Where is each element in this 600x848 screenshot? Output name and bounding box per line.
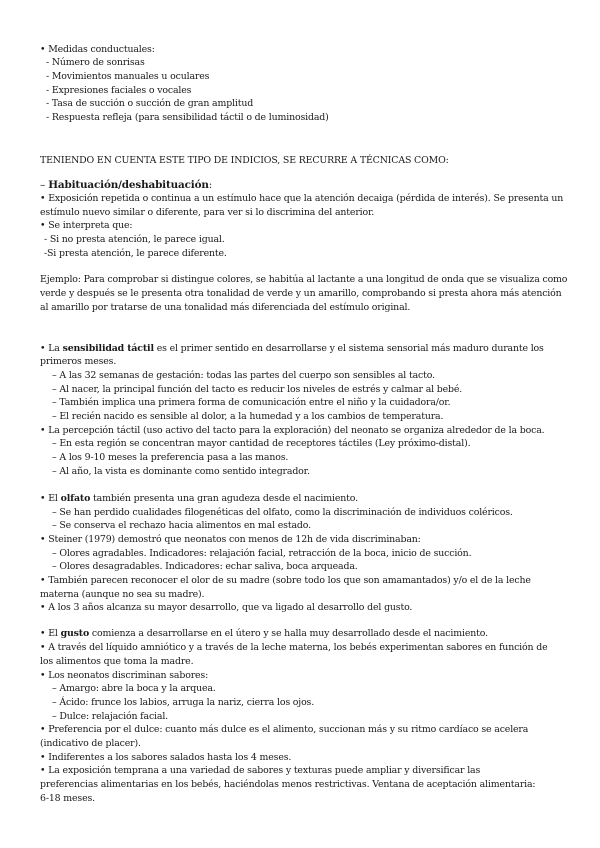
text-line: • Steiner (1979) demostró que neonatos con menos de 12h de vida discriminaban:: [40, 534, 421, 545]
text-prefix: • La: [40, 343, 63, 354]
text-line: – Se han perdido cualidades filogenéticas del olfato, como la discriminación de individuos coléricos.: [52, 507, 513, 518]
text-line: - Respuesta refleja (para sensibilidad táctil o de luminosidad): [46, 112, 329, 123]
text-line: – Ácido: frunce los labios, arruga la nariz, cierra los ojos.: [52, 697, 315, 708]
text-line: – Dulce: relajación facial.: [52, 711, 169, 722]
text-line: [40, 343, 544, 355]
text-line: – Olores agradables. Indicadores: relajación facial, retracción de la boca, inicio de succión.: [52, 548, 472, 559]
text-line: • Indiferentes a los sabores salados hasta los 4 meses.: [40, 752, 292, 763]
bold-term: Habituación/deshabituación: [48, 179, 209, 191]
text-line: al amarillo por tratarse de una tonalidad más diferenciada del estímulo original.: [40, 302, 411, 313]
text-line: verde y después se le presenta otra tonalidad de verde y un amarillo, comprobando si presta ahora más atención: [40, 288, 562, 299]
text-line: - Movimientos manuales u oculares: [46, 71, 210, 82]
text-line: – En esta región se concentran mayor cantidad de receptores táctiles (Ley próximo-distal).: [52, 438, 471, 449]
text-line: (indicativo de placer).: [40, 738, 141, 749]
text-line: – A los 9-10 meses la preferencia pasa a las manos.: [52, 452, 289, 463]
text-line: • Se interpreta que:: [40, 220, 133, 231]
text-prefix: • El: [40, 628, 61, 639]
text-line: • Medidas conductuales:: [40, 44, 155, 55]
text-line: – El recién nacido es sensible al dolor, a la humedad y a los cambios de temperatura.: [52, 411, 444, 422]
text-line: • La exposición temprana a una variedad de sabores y texturas puede ampliar y diversificar las: [40, 765, 481, 776]
text-line: [40, 179, 212, 191]
text-line: - Expresiones faciales o vocales: [46, 85, 192, 96]
text-line: preferencias alimentarias en los bebés, haciéndolas menos restrictivas. Ventana de aceptación alimentaria:: [40, 779, 536, 790]
text-prefix: • El: [40, 493, 61, 504]
text-line: • Exposición repetida o continua a un estímulo hace que la atención decaiga (pérdida de interés). Se presenta un: [40, 193, 564, 204]
bold-term: gusto: [60, 628, 90, 639]
text-line: materna (aunque no sea su madre).: [40, 589, 205, 600]
bold-term: sensibilidad táctil: [62, 343, 154, 354]
text-suffix: es el primer sentido en desarrollarse y el sistema sensorial más maduro durante los: [153, 343, 544, 354]
text-line: los alimentos que toma la madre.: [40, 656, 194, 667]
text-line: [40, 628, 488, 640]
text-line: Ejemplo: Para comprobar si distingue colores, se habitúa al lactante a una longitud de onda que se visualiza como: [40, 274, 568, 285]
text-line: [40, 493, 358, 505]
text-line: - Tasa de succión o succión de gran amplitud: [46, 98, 254, 109]
text-line: • Los neonatos discriminan sabores:: [40, 670, 209, 681]
text-line: - Si no presta atención, le parece igual.: [44, 234, 225, 245]
text-line: • Preferencia por el dulce: cuanto más dulce es el alimento, succionan más y su ritmo cardíaco se acelera: [40, 724, 529, 735]
text-line: – Se conserva el rechazo hacia alimentos en mal estado.: [52, 520, 311, 531]
text-line: 6-18 meses.: [40, 793, 95, 804]
text-line: • La percepción táctil (uso activo del tacto para la exploración) del neonato se organiza alrededor de la boca.: [40, 425, 545, 436]
text-line: – Al año, la vista es dominante como sentido integrador.: [52, 466, 310, 477]
text-suffix: también presenta una gran agudeza desde el nacimiento.: [90, 493, 358, 504]
bold-term: olfato: [60, 493, 91, 504]
text-line: TENIENDO EN CUENTA ESTE TIPO DE INDICIOS, SE RECURRE A TÉCNICAS COMO:: [40, 155, 449, 166]
text-line: – Olores desagradables. Indicadores: echar saliva, boca arqueada.: [52, 561, 358, 572]
text-line: – Al nacer, la principal función del tacto es reducir los niveles de estrés y calmar al bebé.: [52, 384, 463, 395]
text-line: • También parecen reconocer el olor de su madre (sobre todo los que son amamantados) y/o el de la leche: [40, 575, 531, 586]
text-line: – También implica una primera forma de comunicación entre el niño y la cuidadora/or.: [52, 397, 451, 408]
text-suffix: :: [208, 179, 213, 191]
text-suffix: comienza a desarrollarse en el útero y se halla muy desarrollado desde el nacimiento.: [89, 628, 488, 639]
text-line: estímulo nuevo similar o diferente, para ver si lo discrimina del anterior.: [40, 207, 375, 218]
text-line: primeros meses.: [40, 356, 117, 367]
text-line: -Si presta atención, le parece diferente.: [44, 248, 227, 259]
text-line: • A los 3 años alcanza su mayor desarrollo, que va ligado al desarrollo del gusto.: [40, 602, 413, 613]
text-line: – Amargo: abre la boca y la arquea.: [52, 683, 216, 694]
text-prefix: –: [40, 179, 49, 191]
text-line: • A través del líquido amniótico y a través de la leche materna, los bebés experimentan sabores en función de: [40, 642, 548, 653]
text-line: – A las 32 semanas de gestación: todas las partes del cuerpo son sensibles al tacto.: [52, 370, 435, 381]
text-line: - Número de sonrisas: [46, 57, 145, 68]
